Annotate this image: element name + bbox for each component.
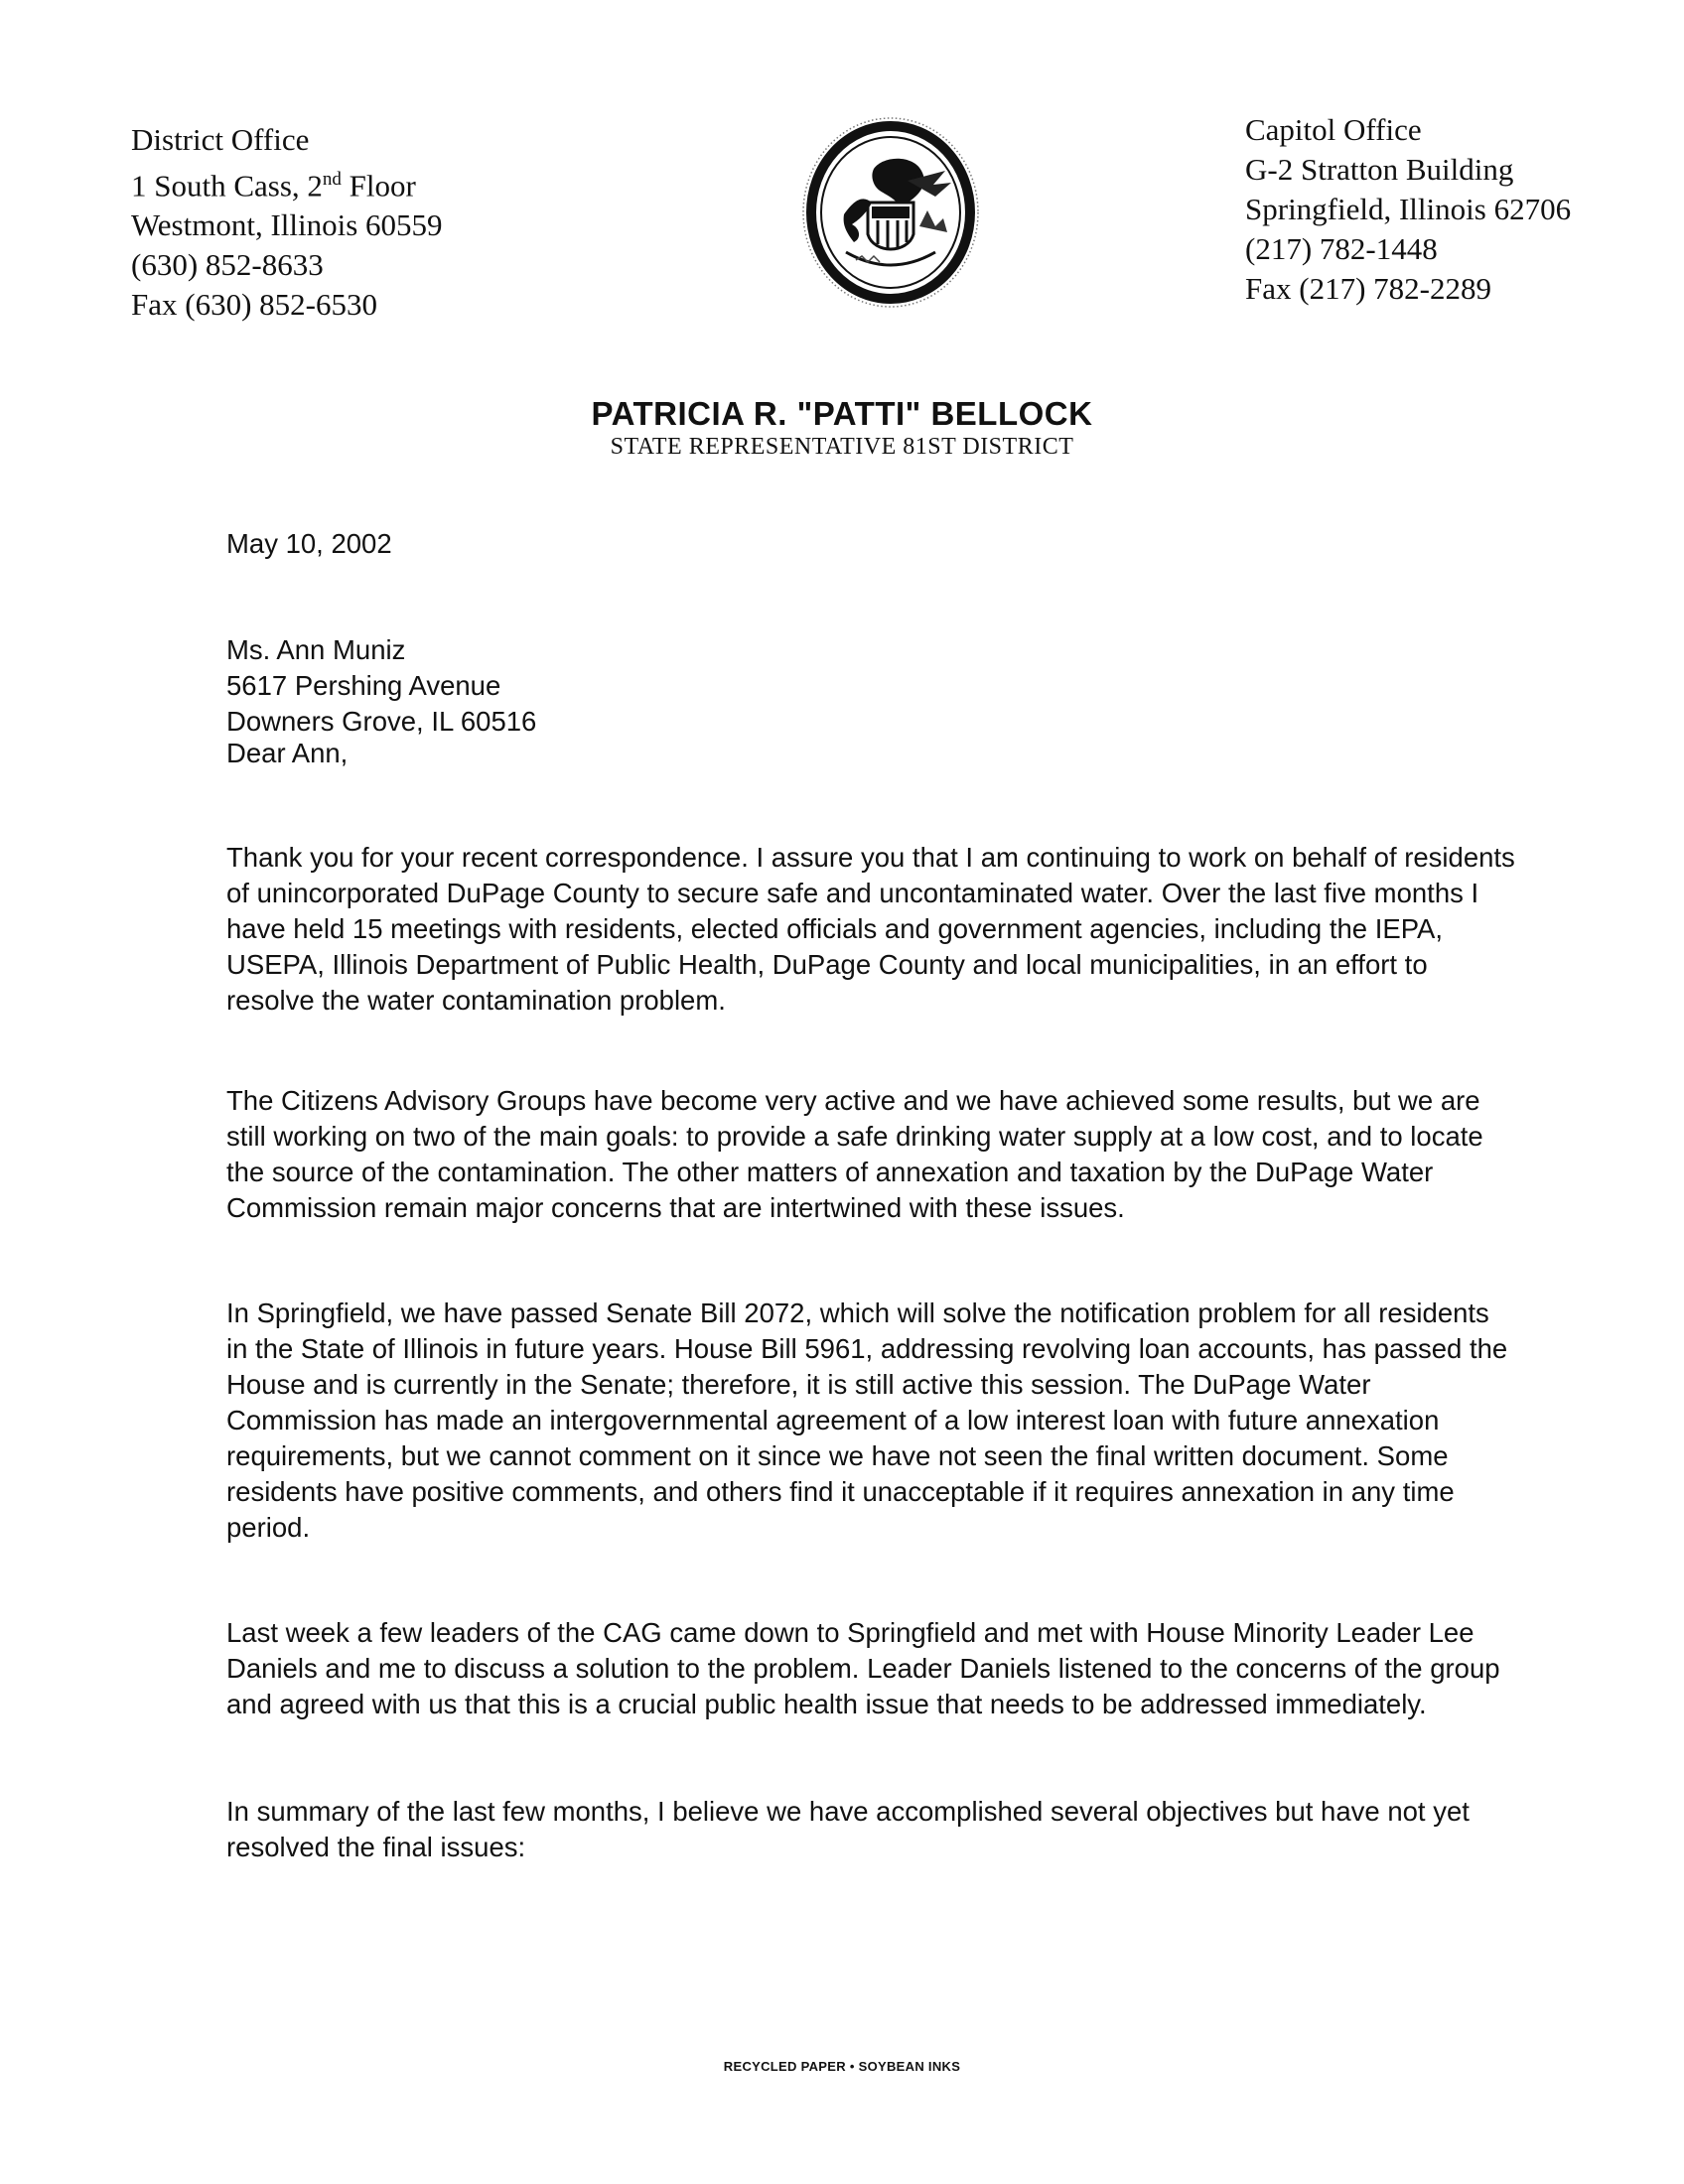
capitol-office-fax: Fax (217) 782-2289	[1245, 271, 1491, 306]
capitol-office-building: G-2 Stratton Building	[1245, 152, 1514, 187]
district-office-phone: (630) 852-8633	[131, 247, 324, 283]
recipient-address	[226, 632, 1517, 740]
capitol-office-city: Springfield, Illinois 62706	[1245, 192, 1572, 226]
body-paragraph: In Springfield, we have passed Senate Bill 2072, which will solve the notification problem for all residents in the State of Illinois in future years. House Bill 5961, addressing revolving loan accounts, has passed the House and is currently in the Senate; therefore, it is still active this session. The DuPage Water Commission has made an intergovernmental agreement of a low interest loan with future annexation requirements, but we cannot comment on it since we have not seen the final written document. Some residents have positive comments, and others find it unacceptable if it requires annexation in any time period.	[226, 1297, 1508, 1543]
body-paragraph: Thank you for your recent correspondence. I assure you that I am continuing to work on behalf of residents of unincorporated DuPage County to secure safe and uncontaminated water. Over the last five months I have held 15 meetings with residents, elected officials and government agencies, including the IEPA, USEPA, Illinois Department of Public Health, DuPage County and local municipalities, in an effort to resolve the water contamination problem.	[226, 841, 1515, 1016]
capitol-office-phone: (217) 782-1448	[1245, 231, 1438, 266]
recipient-name: Ms. Ann Muniz	[226, 634, 406, 665]
district-office-address	[131, 120, 443, 325]
district-office-street: 1 South Cass, 2nd Floor	[131, 168, 416, 204]
representative-name: PATRICIA R. "PATTI" BELLOCK	[591, 395, 1093, 432]
letter-date: May 10, 2002	[226, 528, 392, 559]
body-paragraph: In summary of the last few months, I believe we have accomplished several objectives but have not yet resolved the final issues:	[226, 1795, 1470, 1862]
district-office-fax: Fax (630) 852-6530	[131, 287, 377, 323]
recycled-paper-note: RECYCLED PAPER • SOYBEAN INKS	[723, 2059, 961, 2074]
salutation: Dear Ann,	[226, 738, 349, 768]
recipient-city: Downers Grove, IL 60516	[226, 706, 537, 737]
recipient-street: 5617 Pershing Avenue	[226, 670, 501, 701]
body-paragraph: Last week a few leaders of the CAG came down to Springfield and met with House Minority Leader Lee Daniels and me to discuss a solution to the problem. Leader Daniels listened to the concerns of the group and agreed with us that this is a crucial public health issue that needs to be addressed immediately.	[226, 1616, 1500, 1719]
capitol-office-address	[1245, 110, 1571, 309]
district-office-city: Westmont, Illinois 60559	[131, 207, 443, 243]
capitol-office-heading: Capitol Office	[1245, 112, 1422, 147]
district-office-heading: District Office	[131, 122, 310, 157]
representative-title: STATE REPRESENTATIVE 81ST DISTRICT	[610, 434, 1074, 460]
illinois-state-seal-icon	[796, 111, 985, 315]
body-paragraph: The Citizens Advisory Groups have become very active and we have achieved some results, but we are still working on two of the main goals: to provide a safe drinking water supply at a low cost, and to locate the source of the contamination. The other matters of annexation and taxation by the DuPage Water Commission remain major concerns that are intertwined with these issues.	[226, 1084, 1483, 1223]
